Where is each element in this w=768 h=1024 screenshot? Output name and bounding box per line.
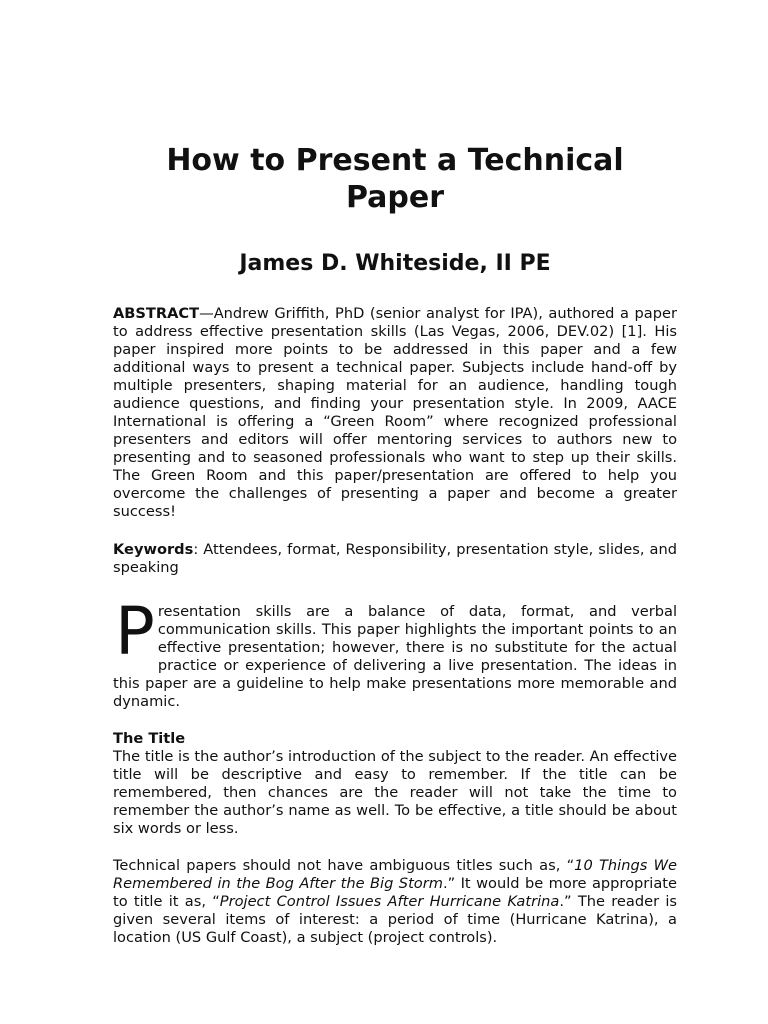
intro-text: resentation skills are a balance of data, format, and verbal communication skills. This paper highlights the important points to an effective presentation; however, there is no substitute for the actual practice or experience of delivering a live presentation. The ideas in this paper are a guideline to help make presentations more memorable and dynamic. [113, 603, 677, 710]
abstract-label: ABSTRACT [113, 305, 200, 322]
paragraph-2-text-c: .” The reader is given several items of interest: a period of time (Hurricane Katrina), a location (US Gulf Coast), a subject (project controls). [113, 893, 678, 946]
section-heading-the-title: The Title [113, 730, 186, 747]
abstract-paragraph [113, 305, 677, 521]
author-name: James D. Whiteside, II PE [239, 251, 551, 276]
document-title: How to Present a Technical Paper [166, 143, 624, 215]
keywords-text: : Attendees, format, Responsibility, presentation style, slides, and speaking [113, 541, 677, 576]
example-title-ambiguous: 10 Things We Remembered in the Bog After the Big Storm [113, 857, 677, 892]
abstract-text: —Andrew Griffith, PhD (senior analyst for IPA), authored a paper to address effective presentation skills (Las Vegas, 2006, DEV.02) [1]. His paper inspired more points to be addressed in this paper and a few additional ways to present a technical paper. Subjects include hand-off by multiple presenters, shaping material for an audience, handling tough audience questions, and finding your presentation style. In 2009, AACE International is offering a “Green Room” where recognized professional presenters and editors will offer mentoring services to authors new to presenting and to seasoned professionals who want to step up their skills. The Green Room and this paper/presentation are offered to help you overcome the challenges of presenting a paper and become a greater success! [113, 305, 677, 520]
title-section-paragraph-1: The title is the author’s introduction of the subject to the reader. An effective title will be descriptive and easy to remember. If the title can be remembered, then chances are the reader will not take the time to remember the author’s name as well. To be effective, a title should be about six words or less. [113, 748, 677, 837]
example-title-appropriate: Project Control Issues After Hurricane Katrina [219, 893, 560, 910]
keywords-paragraph [113, 541, 677, 577]
title-section-paragraph-2 [113, 857, 677, 947]
intro-paragraph [113, 593, 677, 711]
keywords-label: Keywords [113, 541, 194, 558]
paragraph-2-text-a: Technical papers should not have ambiguous titles such as, “ [113, 857, 575, 874]
paragraph-2-text-b: .” It would be more appropriate to title it as, “ [113, 875, 677, 910]
drop-cap: P [115, 593, 155, 670]
